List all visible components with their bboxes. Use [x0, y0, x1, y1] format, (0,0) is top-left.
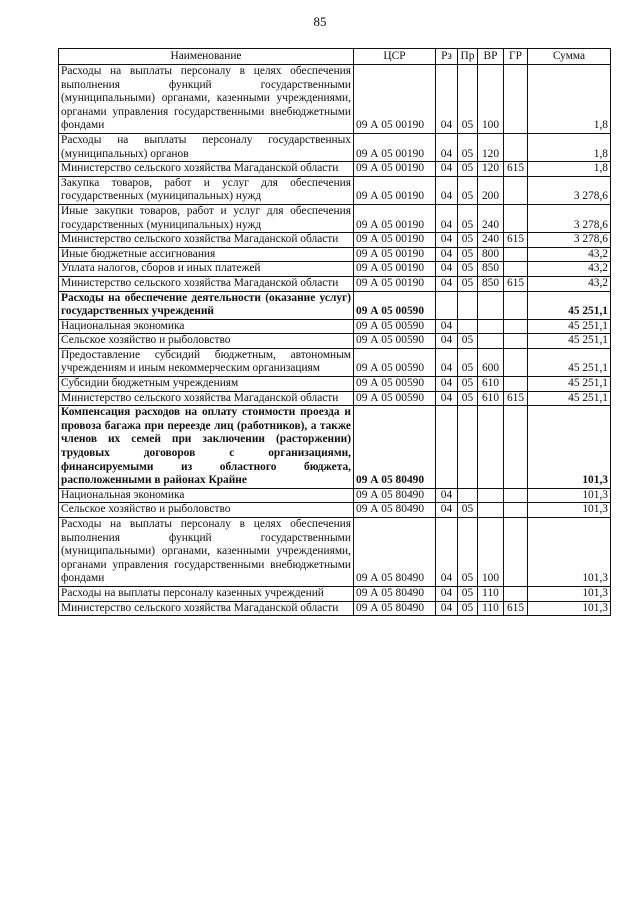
- column-header-gr: ГР: [504, 49, 528, 65]
- cell-csr: 09 А 05 80490: [354, 488, 436, 503]
- table-row: [59, 276, 611, 291]
- column-header-name: Наименование: [59, 49, 354, 65]
- cell-sum: 43,2: [528, 247, 611, 262]
- cell-sum: 45 251,1: [528, 291, 611, 319]
- cell-gr: [504, 133, 528, 161]
- table-row: [59, 348, 611, 376]
- page-number: 85: [313, 14, 327, 29]
- table-header-row: [59, 49, 611, 65]
- cell-rz: 04: [436, 233, 458, 248]
- cell-pr: 05: [458, 233, 478, 248]
- cell-gr: [504, 348, 528, 376]
- cell-csr: 09 А 05 00190: [354, 262, 436, 277]
- cell-name: Министерство сельского хозяйства Магаданской области: [59, 162, 354, 177]
- cell-pr: 05: [458, 518, 478, 587]
- cell-csr: 09 А 05 80490: [354, 601, 436, 616]
- cell-csr: 09 А 05 00590: [354, 377, 436, 392]
- cell-pr: 05: [458, 276, 478, 291]
- column-header-vr: ВР: [478, 49, 504, 65]
- cell-vr: 110: [478, 601, 504, 616]
- cell-gr: [504, 518, 528, 587]
- cell-vr: 610: [478, 391, 504, 406]
- cell-sum: 1,8: [528, 65, 611, 134]
- table-row: [59, 291, 611, 319]
- cell-gr: [504, 291, 528, 319]
- table-row: [59, 65, 611, 134]
- budget-table: [58, 48, 611, 616]
- cell-pr: 05: [458, 262, 478, 277]
- cell-vr: 800: [478, 247, 504, 262]
- cell-rz: 04: [436, 377, 458, 392]
- cell-vr: 240: [478, 204, 504, 232]
- cell-rz: [436, 406, 458, 489]
- cell-gr: [504, 65, 528, 134]
- cell-vr: 120: [478, 133, 504, 161]
- cell-gr: [504, 488, 528, 503]
- cell-name: Министерство сельского хозяйства Магаданской области: [59, 233, 354, 248]
- column-header-rz: Рз: [436, 49, 458, 65]
- cell-vr: 610: [478, 377, 504, 392]
- cell-pr: 05: [458, 247, 478, 262]
- cell-pr: [458, 406, 478, 489]
- cell-csr: 09 А 05 80490: [354, 586, 436, 601]
- cell-gr: 615: [504, 276, 528, 291]
- cell-sum: 45 251,1: [528, 319, 611, 334]
- cell-csr: 09 А 05 00590: [354, 291, 436, 319]
- cell-csr: 09 А 05 80490: [354, 503, 436, 518]
- cell-sum: 101,3: [528, 601, 611, 616]
- cell-vr: 850: [478, 276, 504, 291]
- cell-sum: 101,3: [528, 488, 611, 503]
- cell-sum: 45 251,1: [528, 391, 611, 406]
- cell-gr: 615: [504, 233, 528, 248]
- cell-csr: 09 А 05 80490: [354, 518, 436, 587]
- cell-vr: 110: [478, 586, 504, 601]
- cell-name: Национальная экономика: [59, 488, 354, 503]
- cell-vr: [478, 319, 504, 334]
- cell-name: Расходы на обеспечение деятельности (оказание услуг) государственных учреждений: [59, 291, 354, 319]
- cell-gr: 615: [504, 391, 528, 406]
- cell-vr: 600: [478, 348, 504, 376]
- cell-rz: 04: [436, 518, 458, 587]
- table-row: [59, 601, 611, 616]
- cell-gr: 615: [504, 601, 528, 616]
- cell-gr: 615: [504, 162, 528, 177]
- table-row: [59, 204, 611, 232]
- cell-rz: 04: [436, 204, 458, 232]
- cell-pr: 05: [458, 348, 478, 376]
- cell-sum: 3 278,6: [528, 176, 611, 204]
- cell-pr: 05: [458, 503, 478, 518]
- cell-sum: 43,2: [528, 262, 611, 277]
- table-row: [59, 377, 611, 392]
- column-header-pr: Пр: [458, 49, 478, 65]
- cell-sum: 3 278,6: [528, 204, 611, 232]
- cell-pr: [458, 488, 478, 503]
- cell-name: Расходы на выплаты персоналу в целях обеспечения выполнения функций государственными (муниципальными) органами, казенными учреждениями, органами управления государственными внебюджетными фондами: [59, 65, 354, 134]
- table-row: [59, 319, 611, 334]
- cell-sum: 45 251,1: [528, 377, 611, 392]
- cell-gr: [504, 377, 528, 392]
- cell-name: Закупка товаров, работ и услуг для обеспечения государственных (муниципальных) нужд: [59, 176, 354, 204]
- cell-rz: 04: [436, 176, 458, 204]
- column-header-sum: Сумма: [528, 49, 611, 65]
- column-header-csr: ЦСР: [354, 49, 436, 65]
- cell-name: Министерство сельского хозяйства Магаданской области: [59, 601, 354, 616]
- cell-csr: 09 А 05 00590: [354, 348, 436, 376]
- cell-rz: 04: [436, 276, 458, 291]
- cell-gr: [504, 176, 528, 204]
- cell-pr: 05: [458, 391, 478, 406]
- table-row: [59, 133, 611, 161]
- cell-pr: 05: [458, 334, 478, 349]
- cell-rz: 04: [436, 133, 458, 161]
- cell-gr: [504, 262, 528, 277]
- cell-rz: 04: [436, 247, 458, 262]
- cell-rz: 04: [436, 348, 458, 376]
- cell-rz: 04: [436, 601, 458, 616]
- table-body: [59, 65, 611, 616]
- cell-pr: 05: [458, 377, 478, 392]
- table-row: [59, 391, 611, 406]
- table-row: [59, 162, 611, 177]
- cell-name: Министерство сельского хозяйства Магаданской области: [59, 276, 354, 291]
- table-row: [59, 233, 611, 248]
- cell-vr: 200: [478, 176, 504, 204]
- cell-csr: 09 А 05 00190: [354, 133, 436, 161]
- cell-gr: [504, 406, 528, 489]
- cell-pr: 05: [458, 65, 478, 134]
- cell-gr: [504, 503, 528, 518]
- cell-rz: 04: [436, 586, 458, 601]
- cell-rz: 04: [436, 391, 458, 406]
- cell-vr: 240: [478, 233, 504, 248]
- cell-name: Национальная экономика: [59, 319, 354, 334]
- table-row: [59, 488, 611, 503]
- cell-sum: 45 251,1: [528, 348, 611, 376]
- cell-vr: 100: [478, 518, 504, 587]
- cell-sum: 101,3: [528, 518, 611, 587]
- cell-name: Сельское хозяйство и рыболовство: [59, 503, 354, 518]
- cell-rz: [436, 291, 458, 319]
- cell-rz: 04: [436, 503, 458, 518]
- table-row: [59, 406, 611, 489]
- cell-rz: 04: [436, 262, 458, 277]
- cell-vr: [478, 291, 504, 319]
- cell-pr: 05: [458, 204, 478, 232]
- cell-name: Субсидии бюджетным учреждениям: [59, 377, 354, 392]
- cell-pr: 05: [458, 586, 478, 601]
- cell-vr: [478, 488, 504, 503]
- cell-pr: 05: [458, 133, 478, 161]
- cell-name: Расходы на выплаты персоналу казенных учреждений: [59, 586, 354, 601]
- cell-rz: 04: [436, 334, 458, 349]
- cell-rz: 04: [436, 65, 458, 134]
- table-row: [59, 586, 611, 601]
- cell-csr: 09 А 05 00190: [354, 233, 436, 248]
- cell-name: Сельское хозяйство и рыболовство: [59, 334, 354, 349]
- cell-csr: 09 А 05 00190: [354, 176, 436, 204]
- cell-csr: 09 А 05 00190: [354, 162, 436, 177]
- cell-csr: 09 А 05 00190: [354, 276, 436, 291]
- cell-sum: 1,8: [528, 162, 611, 177]
- cell-sum: 101,3: [528, 406, 611, 489]
- cell-sum: 101,3: [528, 503, 611, 518]
- cell-csr: 09 А 05 00190: [354, 65, 436, 134]
- cell-name: Иные закупки товаров, работ и услуг для обеспечения государственных (муниципальных) нужд: [59, 204, 354, 232]
- cell-vr: 100: [478, 65, 504, 134]
- cell-vr: [478, 334, 504, 349]
- cell-gr: [504, 247, 528, 262]
- cell-name: Уплата налогов, сборов и иных платежей: [59, 262, 354, 277]
- table-row: [59, 503, 611, 518]
- cell-sum: 45 251,1: [528, 334, 611, 349]
- table-row: [59, 176, 611, 204]
- cell-pr: 05: [458, 176, 478, 204]
- cell-csr: 09 А 05 00590: [354, 391, 436, 406]
- cell-name: Расходы на выплаты персоналу в целях обеспечения выполнения функций государственными (муниципальными) органами, казенными учреждениями, органами управления государственными внебюджетными фондами: [59, 518, 354, 587]
- cell-vr: 850: [478, 262, 504, 277]
- cell-vr: [478, 503, 504, 518]
- cell-pr: [458, 319, 478, 334]
- cell-name: Министерство сельского хозяйства Магаданской области: [59, 391, 354, 406]
- cell-csr: 09 А 05 00190: [354, 247, 436, 262]
- table-row: [59, 262, 611, 277]
- cell-sum: 43,2: [528, 276, 611, 291]
- cell-vr: 120: [478, 162, 504, 177]
- table-row: [59, 518, 611, 587]
- cell-gr: [504, 204, 528, 232]
- cell-pr: 05: [458, 162, 478, 177]
- table-row: [59, 334, 611, 349]
- cell-csr: 09 А 05 00590: [354, 319, 436, 334]
- cell-rz: 04: [436, 488, 458, 503]
- cell-name: Компенсация расходов на оплату стоимости проезда и провоза багажа при переезде лиц (работников), а также членов их семей при заключении (расторжении) трудовых договоров с организациями, финансируемыми из областного бюджета, расположенными в районах Крайне: [59, 406, 354, 489]
- cell-sum: 101,3: [528, 586, 611, 601]
- cell-name: Предоставление субсидий бюджетным, автономным учреждениям и иным некоммерческим организациям: [59, 348, 354, 376]
- cell-sum: 1,8: [528, 133, 611, 161]
- cell-sum: 3 278,6: [528, 233, 611, 248]
- cell-csr: 09 А 05 00590: [354, 334, 436, 349]
- table-row: [59, 247, 611, 262]
- cell-rz: 04: [436, 319, 458, 334]
- cell-name: Расходы на выплаты персоналу государственных (муниципальных) органов: [59, 133, 354, 161]
- cell-pr: 05: [458, 601, 478, 616]
- cell-csr: 09 А 05 00190: [354, 204, 436, 232]
- cell-csr: 09 А 05 80490: [354, 406, 436, 489]
- cell-gr: [504, 334, 528, 349]
- cell-rz: 04: [436, 162, 458, 177]
- cell-name: Иные бюджетные ассигнования: [59, 247, 354, 262]
- cell-gr: [504, 586, 528, 601]
- cell-vr: [478, 406, 504, 489]
- cell-pr: [458, 291, 478, 319]
- cell-gr: [504, 319, 528, 334]
